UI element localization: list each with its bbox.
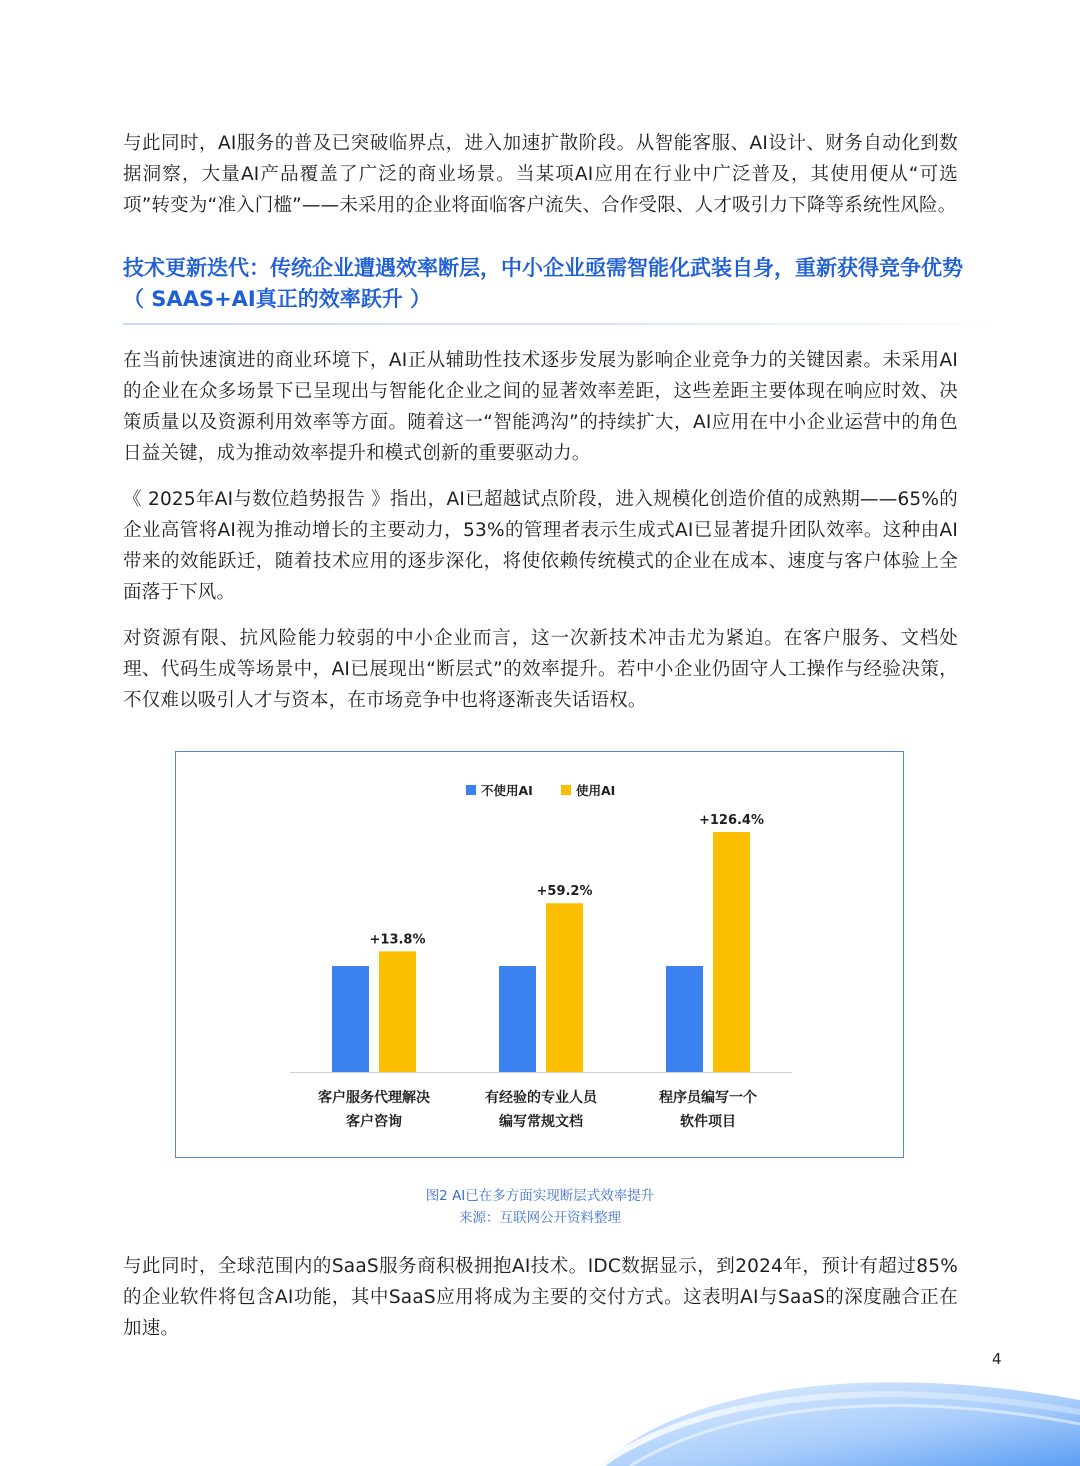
bar-without-ai-3 — [666, 966, 703, 1072]
bar-with-ai-3 — [713, 832, 750, 1072]
category-label-2-line-1: 有经验的专业人员 — [485, 1090, 597, 1106]
data-label-3: +126.4% — [698, 813, 765, 828]
data-label-1: +13.8% — [369, 932, 426, 948]
decorative-wave-graphic — [560, 1360, 1080, 1466]
section-heading: 技术更新迭代：传统企业遭遇效率断层，中小企业亟需智能化武装自身，重新获得竞争优势（ SAAS+AI真正的效率跃升 ） — [123, 256, 963, 311]
legend-swatch-1 — [466, 785, 476, 795]
figure-caption: 图2 AI已在多方面实现断层式效率提升 — [425, 1188, 655, 1204]
bar-without-ai-2 — [499, 966, 536, 1072]
figure-source: 来源：互联网公开资料整理 — [459, 1210, 621, 1226]
bar-chart — [176, 752, 902, 1156]
legend-label-2: 使用AI — [576, 783, 616, 798]
paragraph-saas: 与此同时，全球范围内的SaaS服务商积极拥抱AI技术。IDC数据显示，到2024年，预计有超过85%的企业软件将包含AI功能，其中SaaS应用将成为主要的交付方式。这表明AI与SaaS的深度融合正在加速。 — [123, 1256, 958, 1339]
category-label-1-line-2: 客户咨询 — [346, 1114, 402, 1130]
paragraph-intro: 与此同时，AI服务的普及已突破临界点，进入加速扩散阶段。从智能客服、AI设计、财务自动化到数据洞察，大量AI产品覆盖了广泛的商业场景。当某项AI应用在行业中广泛普及，其使用便从“可选项”转变为“准入门槛”——未采用的企业将面临客户流失、合作受限、人才吸引力下降等系统性风险。 — [123, 133, 958, 216]
page-number: 4 — [992, 1350, 1002, 1368]
chart-frame — [175, 751, 904, 1158]
legend-swatch-2 — [561, 785, 571, 795]
category-label-3-line-2: 软件项目 — [680, 1114, 736, 1130]
paragraph-environment: 在当前快速演进的商业环境下，AI正从辅助性技术逐步发展为影响企业竞争力的关键因素。未采用AI的企业在众多场景下已呈现出与智能化企业之间的显著效率差距，这些差距主要体现在响应时效、决策质量以及资源利用效率等方面。随着这一“智能鸿沟”的持续扩大，AI应用在中小企业运营中的角色日益关键，成为推动效率提升和模式创新的重要驱动力。 — [123, 350, 958, 464]
category-label-3-line-1: 程序员编写一个 — [659, 1090, 757, 1106]
bar-with-ai-2 — [546, 903, 583, 1072]
bar-with-ai-1 — [379, 951, 416, 1072]
category-label-2-line-2: 编写常规文档 — [499, 1114, 583, 1130]
data-label-2: +59.2% — [536, 884, 593, 900]
paragraph-sme: 对资源有限、抗风险能力较弱的中小企业而言，这一次新技术冲击尤为紧迫。在客户服务、文档处理、代码生成等场景中，AI已展现出“断层式”的效率提升。若中小企业仍固守人工操作与经验决策，不仅难以吸引人才与资本，在市场竞争中也将逐渐丧失话语权。 — [123, 628, 958, 711]
category-label-1-line-1: 客户服务代理解决 — [318, 1090, 430, 1106]
paragraph-report: 《 2025年AI与数位趋势报告 》指出，AI已超越试点阶段，进入规模化创造价值的成熟期——65%的企业高管将AI视为推动增长的主要动力，53%的管理者表示生成式AI已显著提升团队效率。这种由AI带来的效能跃迁，随着技术应用的逐步深化，将使依赖传统模式的企业在成本、速度与客户体验上全面落于下风。 — [123, 489, 958, 603]
legend-label-1: 不使用AI — [481, 783, 533, 798]
heading-divider — [123, 323, 1000, 325]
bar-without-ai-1 — [332, 966, 369, 1072]
